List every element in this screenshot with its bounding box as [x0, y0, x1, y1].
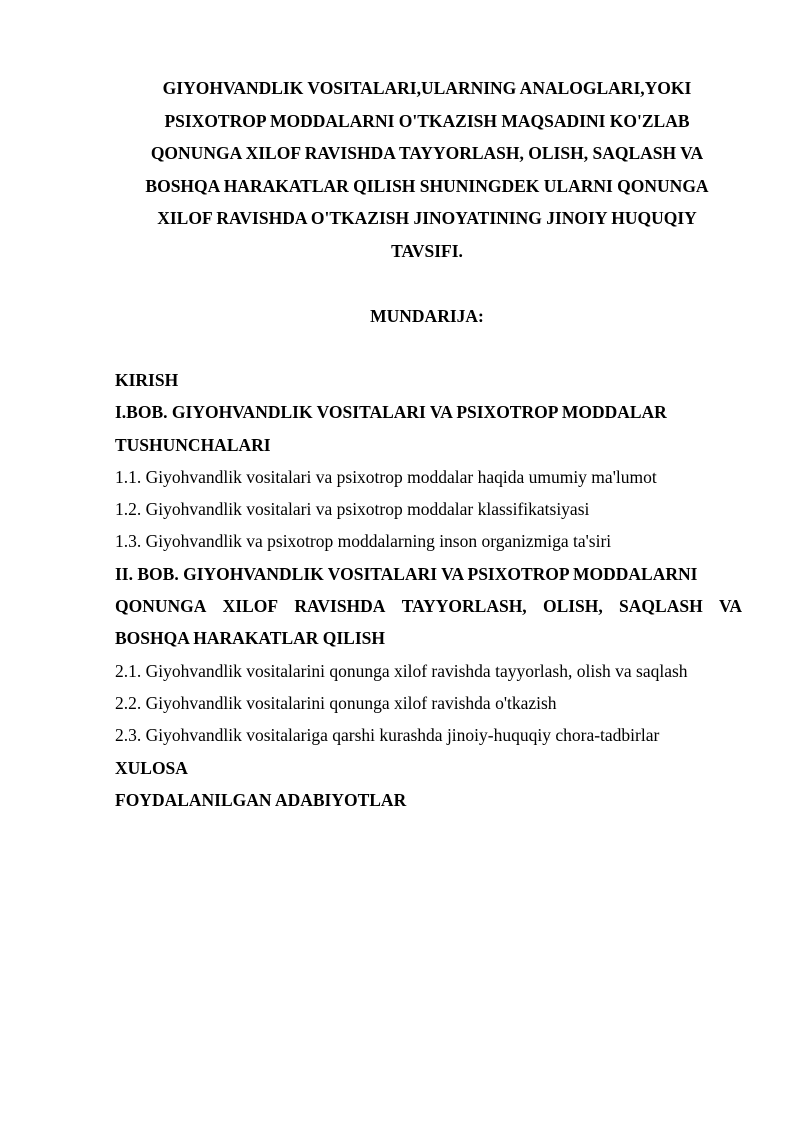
- toc-section-2-1: 2.1. Giyohvandlik vositalarini qonunga xilof ravishda tayyorlash, olish va saqlash: [115, 660, 688, 681]
- toc-section-1-2: 1.2. Giyohvandlik vositalari va psixotrop moddalar klassifikatsiyasi: [115, 499, 590, 520]
- toc-section-1-1: 1.1. Giyohvandlik vositalari va psixotrop moddalar haqida umumiy ma'lumot: [115, 466, 657, 487]
- title-line-3: QONUNGA XILOF RAVISHDA TAYYORLASH, OLISH, SAQLASH VA: [150, 143, 704, 163]
- toc-chapter-2-word: OLISH,: [542, 596, 603, 617]
- toc-chapter-2-line-3: BOSHQA HARAKATLAR QILISH: [115, 628, 386, 649]
- document-title: [110, 72, 744, 267]
- title-line-6: TAVSIFI.: [391, 240, 463, 261]
- toc-chapter-1-line-1: I.BOB. GIYOHVANDLIK VOSITALARI VA PSIXOTROP MODDALAR: [115, 402, 667, 423]
- toc-heading: MUNDARIJA:: [370, 306, 484, 326]
- toc-item-references: FOYDALANILGAN ADABIYOTLAR: [115, 789, 407, 810]
- toc-chapter-1-line-2: TUSHUNCHALARI: [115, 434, 271, 455]
- toc-chapter-2-line-2: [115, 590, 742, 622]
- toc-chapter-2-word: QONUNGA: [115, 596, 207, 617]
- title-line-1: GIYOHVANDLIK VOSITALARI,ULARNING ANALOGLARI,YOKI: [162, 78, 692, 98]
- toc-item-intro: KIRISH: [115, 370, 179, 390]
- toc-item-conclusion: XULOSA: [115, 757, 188, 778]
- toc-section-2-2: 2.2. Giyohvandlik vositalarini qonunga xilof ravishda o'tkazish: [115, 692, 557, 713]
- table-of-contents: [115, 364, 742, 816]
- toc-chapter-2-line-1: II. BOB. GIYOHVANDLIK VOSITALARI VA PSIXOTROP MODDALARNI: [115, 563, 698, 584]
- toc-chapter-2-word: SAQLASH: [619, 596, 703, 617]
- title-line-4: BOSHQA HARAKATLAR QILISH SHUNINGDEK ULARNI QONUNGA: [145, 175, 709, 196]
- toc-chapter-2-word: RAVISHDA: [294, 596, 386, 617]
- toc-section-2-3: 2.3. Giyohvandlik vositalariga qarshi kurashda jinoiy-huquqiy chora-tadbirlar: [115, 725, 660, 746]
- toc-chapter-2-word: TAYYORLASH,: [401, 596, 527, 617]
- toc-chapter-2-word: XILOF: [222, 596, 279, 617]
- toc-section-1-3: 1.3. Giyohvandlik va psixotrop moddalarning inson organizmiga ta'siri: [115, 531, 612, 552]
- title-line-2: PSIXOTROP MODDALARNI O'TKAZISH MAQSADINI KO'ZLAB: [164, 110, 690, 131]
- toc-chapter-2-word: VA: [718, 596, 742, 617]
- title-line-5: XILOF RAVISHDA O'TKAZISH JINOYATINING JINOIY HUQUQIY: [157, 208, 697, 228]
